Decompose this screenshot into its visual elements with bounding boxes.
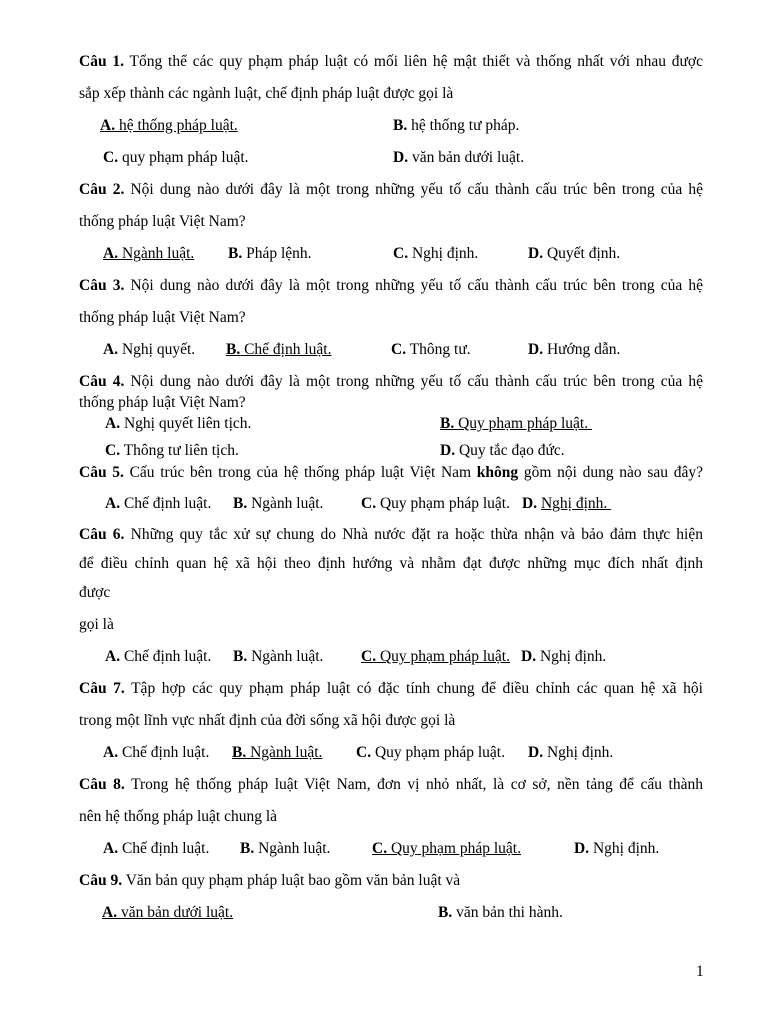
q3-option-b[interactable]: B. Chế định luật. bbox=[226, 341, 332, 358]
q2-option-c[interactable]: C. Nghị định. bbox=[393, 245, 479, 262]
q6-option-d[interactable]: D. Nghị định. bbox=[521, 648, 607, 665]
q8-option-a[interactable]: A. Chế định luật. bbox=[103, 840, 210, 857]
q1-option-c[interactable]: C. quy phạm pháp luật. bbox=[103, 149, 249, 166]
q5-option-d[interactable]: D. Nghị định. bbox=[522, 495, 612, 512]
q5-option-b[interactable]: B. Ngành luật. bbox=[233, 495, 324, 512]
q2-label: Câu 2. bbox=[79, 181, 125, 198]
q9-option-a[interactable]: A. văn bản dưới luật. bbox=[102, 904, 234, 921]
q5-text-bold: không bbox=[476, 464, 519, 481]
q6-label: Câu 6. bbox=[79, 526, 125, 543]
q6-option-a[interactable]: A. Chế định luật. bbox=[105, 648, 212, 665]
q8-option-b[interactable]: B. Ngành luật. bbox=[240, 840, 331, 857]
q7-option-c[interactable]: C. Quy phạm pháp luật. bbox=[356, 744, 505, 761]
q9-label: Câu 9. bbox=[79, 872, 123, 889]
q8-line-1 bbox=[79, 775, 703, 795]
q4-line-2: thống pháp luật Việt Nam? bbox=[79, 394, 246, 411]
q7-option-d[interactable]: D. Nghị định. bbox=[528, 744, 614, 761]
q5-label: Câu 5. bbox=[79, 464, 124, 481]
q1-option-d[interactable]: D. văn bản dưới luật. bbox=[393, 149, 525, 166]
q3-option-c[interactable]: C. Thông tư. bbox=[391, 341, 471, 358]
q3-option-d[interactable]: D. Hướng dẫn. bbox=[528, 341, 621, 358]
q8-line-2: nên hệ thống pháp luật chung là bbox=[79, 808, 278, 825]
q4-line-1 bbox=[79, 372, 703, 392]
q6-line-4: gọi là bbox=[79, 616, 114, 633]
q7-line-1 bbox=[79, 679, 703, 699]
q1-label: Câu 1. bbox=[79, 53, 124, 70]
q2-line-2: thống pháp luật Việt Nam? bbox=[79, 213, 246, 230]
q3-text-1: Nội dung nào dưới đây là một trong những yếu tố cấu thành cấu trúc bên trong của hệ bbox=[130, 277, 703, 294]
q9-text-1: Văn bản quy phạm pháp luật bao gồm văn bản luật và bbox=[125, 872, 461, 889]
q8-option-c[interactable]: C. Quy phạm pháp luật. bbox=[372, 840, 521, 857]
q7-line-2: trong một lĩnh vực nhất định của đời sống xã hội được gọi là bbox=[79, 712, 456, 729]
q4-option-d[interactable]: D. Quy tắc đạo đức. bbox=[440, 442, 565, 459]
q3-option-a[interactable]: A. Nghị quyết. bbox=[103, 341, 196, 358]
q1-option-b[interactable]: B. hệ thống tư pháp. bbox=[393, 117, 520, 134]
q4-option-a[interactable]: A. Nghị quyết liên tịch. bbox=[105, 415, 252, 432]
q6-option-b[interactable]: B. Ngành luật. bbox=[233, 648, 324, 665]
q8-label: Câu 8. bbox=[79, 776, 125, 793]
q6-line-1 bbox=[79, 525, 703, 545]
q1-option-a[interactable]: A. hệ thống pháp luật. bbox=[100, 117, 238, 134]
q6-line-2: để điều chỉnh quan hệ xã hội theo định hướng và nhằm đạt được những mục đích nhất định bbox=[79, 555, 703, 572]
q7-text-1: Tập hợp các quy phạm pháp luật có đặc tính chung để điều chỉnh các quan hệ xã hội bbox=[131, 680, 703, 697]
q7-option-b[interactable]: B. Ngành luật. bbox=[232, 744, 323, 761]
q2-option-a[interactable]: A. Ngành luật. bbox=[103, 245, 195, 262]
q1-text-1: Tổng thể các quy phạm pháp luật có mối liên hệ mật thiết và thống nhất với nhau được bbox=[129, 53, 703, 70]
q2-line-1 bbox=[79, 180, 703, 200]
q7-option-a[interactable]: A. Chế định luật. bbox=[103, 744, 210, 761]
q9-line-1 bbox=[79, 871, 703, 891]
q6-option-c[interactable]: C. Quy phạm pháp luật. bbox=[361, 648, 510, 665]
q1-line-1 bbox=[79, 52, 703, 72]
q9-option-b[interactable]: B. văn bản thi hành. bbox=[438, 904, 563, 921]
q3-label: Câu 3. bbox=[79, 277, 125, 294]
q3-line-1 bbox=[79, 276, 703, 296]
q4-option-c[interactable]: C. Thông tư liên tịch. bbox=[105, 442, 239, 459]
q6-line-3: được bbox=[79, 584, 111, 601]
q4-text-1: Nội dung nào dưới đây là một trong những yếu tố cấu thành cấu trúc bên trong của hệ bbox=[130, 373, 703, 390]
q7-label: Câu 7. bbox=[79, 680, 125, 697]
q5-option-a[interactable]: A. Chế định luật. bbox=[105, 495, 212, 512]
page-number: 1 bbox=[696, 963, 704, 980]
q6-text-1: Những quy tắc xử sự chung do Nhà nước đặt ra hoặc thừa nhận và bảo đảm thực hiện bbox=[130, 526, 703, 543]
q3-line-2: thống pháp luật Việt Nam? bbox=[79, 309, 246, 326]
q8-text-1: Trong hệ thống pháp luật Việt Nam, đơn vị nhỏ nhất, là cơ sở, nền tảng để cấu thành bbox=[131, 776, 703, 793]
q2-text-1: Nội dung nào dưới đây là một trong những yếu tố cấu thành cấu trúc bên trong của hệ bbox=[130, 181, 703, 198]
q5-option-c[interactable]: C. Quy phạm pháp luật. bbox=[361, 495, 510, 512]
q1-line-2: sắp xếp thành các ngành luật, chế định pháp luật được gọi là bbox=[79, 85, 454, 102]
q8-option-d[interactable]: D. Nghị định. bbox=[574, 840, 660, 857]
q5-line-1 bbox=[79, 463, 703, 483]
q5-text-after: gồm nội dung nào sau đây? bbox=[518, 464, 703, 481]
q4-label: Câu 4. bbox=[79, 373, 125, 390]
q4-option-b[interactable]: B. Quy phạm pháp luật. bbox=[440, 415, 592, 432]
q2-option-b[interactable]: B. Pháp lệnh. bbox=[228, 245, 312, 262]
q2-option-d[interactable]: D. Quyết định. bbox=[528, 245, 621, 262]
q5-text-before: Cấu trúc bên trong của hệ thống pháp luật Việt Nam bbox=[129, 464, 477, 481]
